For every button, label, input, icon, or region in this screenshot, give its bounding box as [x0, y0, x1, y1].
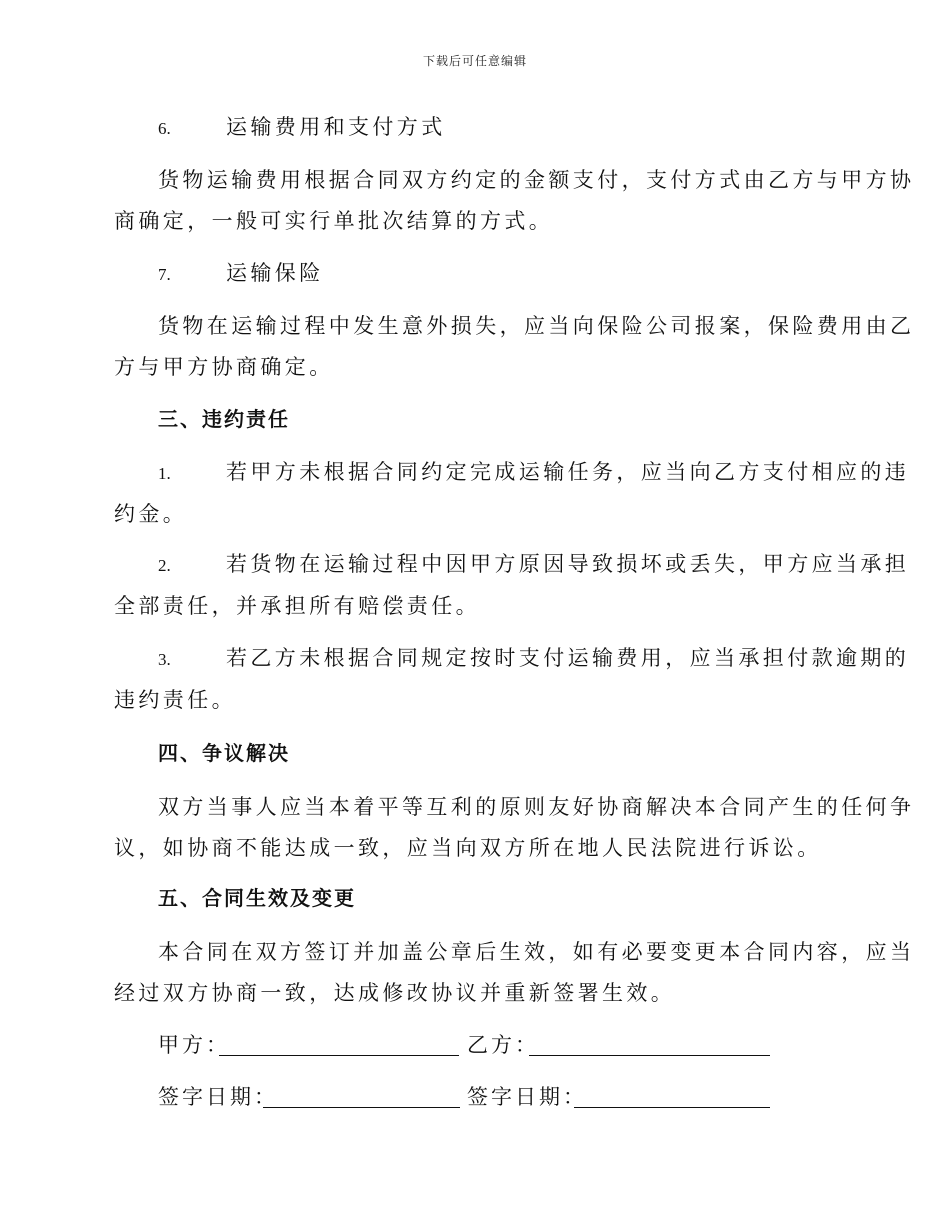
party-b-date-line [574, 1107, 770, 1108]
clause-3-line-2: 违约责任。 [114, 688, 236, 712]
party-b-signature-line [529, 1055, 770, 1056]
clause-3-line-1: 若乙方未根据合同规定按时支付运输费用，应当承担付款逾期的 [226, 646, 910, 670]
party-a-date-label: 签字日期： [158, 1085, 278, 1109]
clause-1-line-2: 约金。 [114, 502, 188, 526]
party-a-signature-line [219, 1055, 459, 1056]
item-7-title: 运输保险 [226, 261, 324, 285]
party-a-date-line [263, 1107, 460, 1108]
item-6-body-line-2: 商确定，一般可实行单批次结算的方式。 [114, 209, 554, 233]
party-b-label: 乙方： [467, 1033, 539, 1057]
section-5-body-line-1: 本合同在双方签订并加盖公章后生效，如有必要变更本合同内容，应当 [158, 940, 915, 964]
section-3-heading: 三、违约责任 [158, 407, 290, 431]
section-4-heading: 四、争议解决 [158, 741, 290, 765]
clause-2-line-2: 全部责任，并承担所有赔偿责任。 [114, 594, 480, 618]
section-5-heading: 五、合同生效及变更 [158, 886, 356, 910]
clause-1-line-1: 若甲方未根据合同约定完成运输任务，应当向乙方支付相应的违 [226, 460, 910, 484]
item-7-body-line-2: 方与甲方协商确定。 [114, 355, 334, 379]
party-b-date-label: 签字日期： [467, 1085, 587, 1109]
page-header: 下载后可任意编辑 [422, 54, 527, 68]
party-a-label: 甲方： [158, 1033, 230, 1057]
clause-3-number: 3. [158, 650, 171, 669]
clause-1-number: 1. [158, 464, 171, 483]
item-7-number: 7. [158, 265, 171, 284]
section-4-body-line-1: 双方当事人应当本着平等互利的原则友好协商解决本合同产生的任何争 [158, 795, 915, 819]
clause-2-line-1: 若货物在运输过程中因甲方原因导致损坏或丢失，甲方应当承担 [226, 552, 910, 576]
item-7-body-line-1: 货物在运输过程中发生意外损失，应当向保险公司报案，保险费用由乙 [158, 314, 915, 338]
section-5-body-line-2: 经过双方协商一致，达成修改协议并重新签署生效。 [114, 981, 676, 1005]
section-4-body-line-2: 议，如协商不能达成一致，应当向双方所在地人民法院进行诉讼。 [114, 836, 822, 860]
item-6-number: 6. [158, 119, 171, 138]
clause-2-number: 2. [158, 556, 171, 575]
item-6-title: 运输费用和支付方式 [226, 115, 446, 139]
item-6-body-line-1: 货物运输费用根据合同双方约定的金额支付，支付方式由乙方与甲方协 [158, 168, 915, 192]
